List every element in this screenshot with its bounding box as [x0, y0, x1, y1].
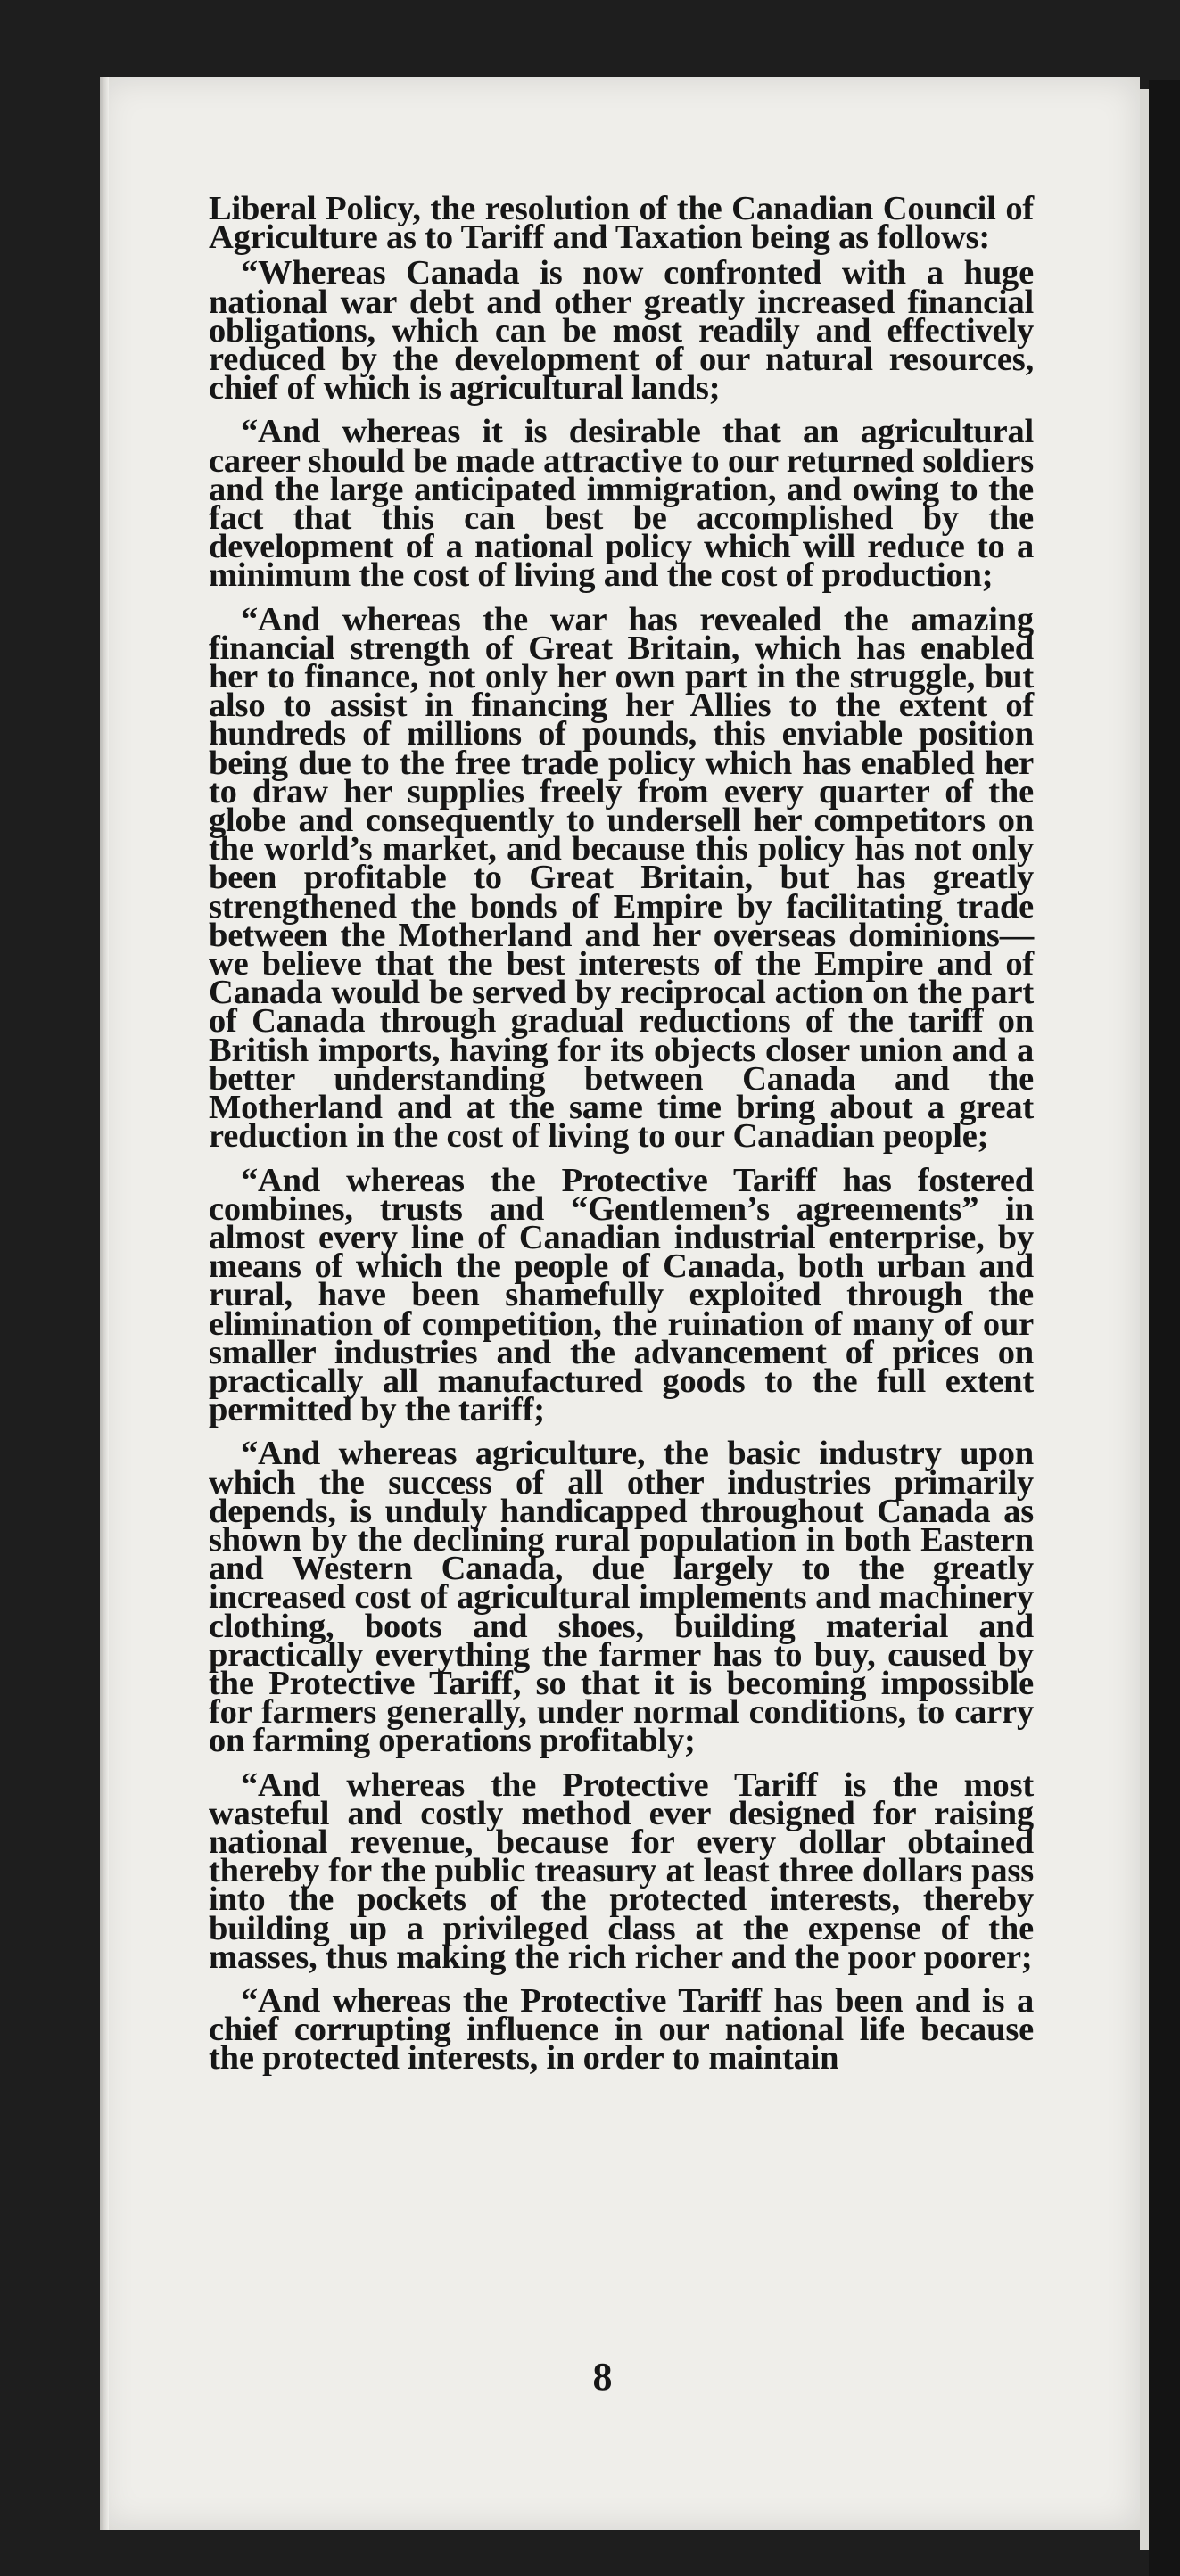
paragraph-whereas-wasteful-method: “And whereas the Protective Tariff is the most wasteful and costly method ever designed for raising national revenue, because for every dollar obtained thereby for the public treasury at least three dollars pass into the pockets of the protected interests, thereby building up a privileged class at the expense of the masses, thus making the rich richer and the poor poorer;: [209, 1765, 1034, 1976]
document-body: [209, 190, 1034, 2088]
page-number: [0, 2354, 1180, 2399]
paragraph-intro: Liberal Policy, the resolution of the Canadian Council of Agriculture as to Tariff and Taxation being as follows:: [209, 190, 1034, 257]
paragraph-whereas-agricultural-career: “And whereas it is desirable that an agricultural career should be made attractive to our returned soldiers and the large anticipated immigration, and owing to the fact that this can best be accomplished by the development of a national policy which will reduce to a minimum the cost of living and the cost of production;: [209, 413, 1034, 595]
scan-edge-right: [1149, 80, 1180, 2576]
adjacent-page-edge: [1140, 89, 1149, 2550]
paragraph-whereas-combines: “And whereas the Protective Tariff has fostered combines, trusts and “Gentlemen’s agreements” in almost every line of Canadian industrial enterprise, by means of which the people of Canada, both urban and rural, have been shamefully exploited through the elimination of competition, the ruination of many of our smaller industries and the advancement of prices on practically all manufactured goods to the full extent permitted by the tariff;: [209, 1161, 1034, 1429]
page-number-text: 8: [592, 2355, 613, 2399]
paragraph-whereas-great-britain: “And whereas the war has revealed the amazing financial strength of Great Britain, which has enabled her to finance, not only her own part in the struggle, but also to assist in financing her Allies to the extent of hundreds of millions of pounds, this enviable position being due to the free trade policy which has enabled her to draw her supplies freely from every quarter of the globe and consequently to undersell her competitors on the world’s market, and because this policy has not only been profitable to Great Britain, but has greatly strengthened the bonds of Empire by facilitating trade between the Motherland and her overseas dominions—we believe that the best interests of the Empire and of Canada would be served by reciprocal action on the part of Canada through gradual reductions of the tariff on British imports, having for its objects closer union and a better understanding between Canada and the Motherland and at the same time bring about a great reduction in the cost of living to our Canadian people;: [209, 600, 1034, 1156]
paragraph-whereas-corrupting-influence: “And whereas the Protective Tariff has been and is a chief corrupting influence in our national life because the protected interests, in order to maintain: [209, 1981, 1034, 2078]
paragraph-whereas-war-debt: “Whereas Canada is now confronted with a huge national war debt and other greatly increased financial obligations, which can be most readily and effectively reduced by the development of our natural resources, chief of which is agricultural lands;: [209, 254, 1034, 407]
page-gutter-shadow: [100, 77, 109, 2530]
paragraph-whereas-agriculture-handicapped: “And whereas agriculture, the basic industry upon which the success of all other industries primarily depends, is unduly handicapped throughout Canada as shown by the declining rural population in both Eastern and Western Canada, due largely to the greatly increased cost of agricultural implements and machinery clothing, boots and shoes, building material and practically everything the farmer has to buy, caused by the Protective Tariff, so that it is becoming impossible for farmers generally, under normal conditions, to carry on farming operations profitably;: [209, 1435, 1034, 1760]
